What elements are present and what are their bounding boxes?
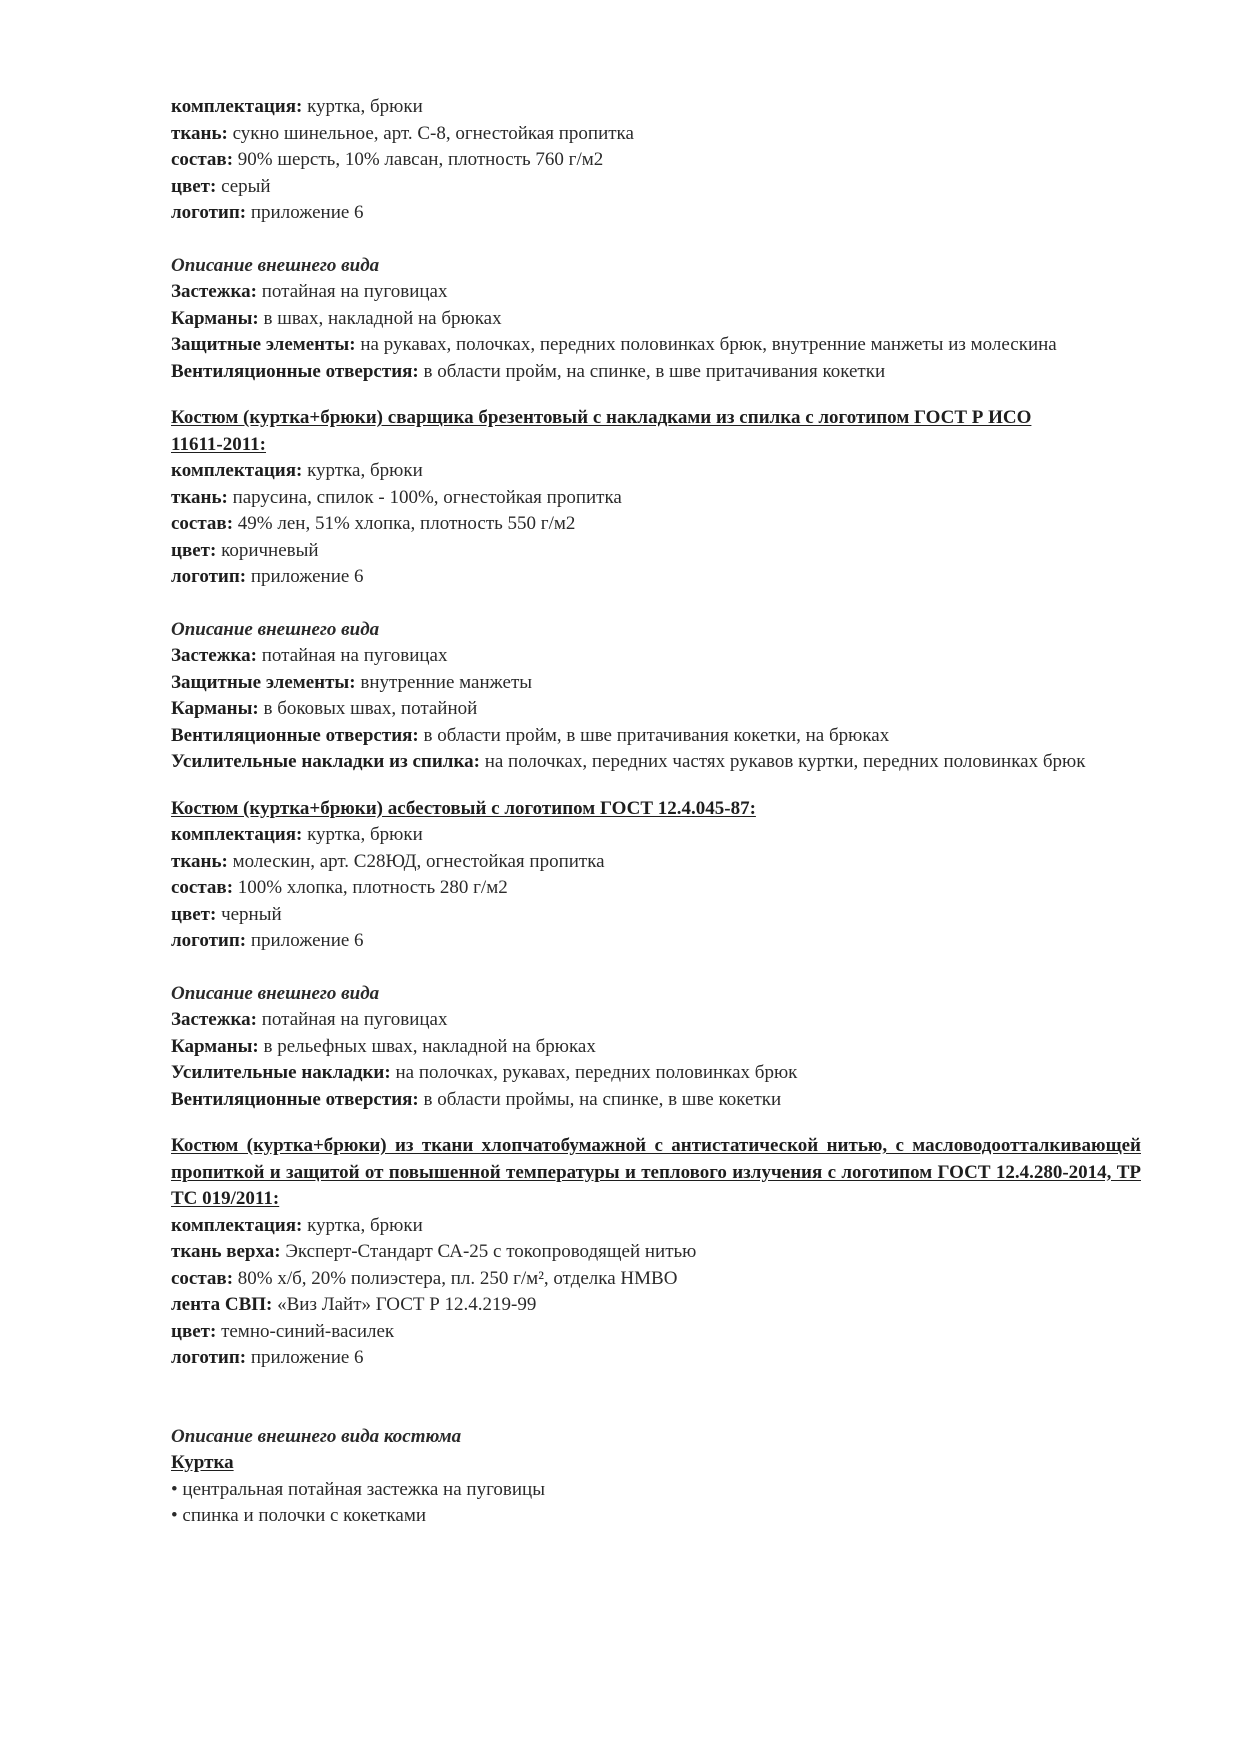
prop-line bbox=[171, 485, 1131, 512]
section-3 bbox=[171, 796, 1131, 1114]
prop-line bbox=[171, 902, 1131, 929]
prop-key: состав: bbox=[171, 149, 234, 170]
desc-value: внутренние манжеты bbox=[355, 671, 533, 693]
prop-value: куртка, брюки bbox=[302, 96, 423, 117]
prop-value: сукно шинельное, арт. С-8, огнестойкая пропитка bbox=[227, 122, 634, 144]
prop-line bbox=[171, 1239, 1131, 1266]
section-3-props bbox=[171, 822, 1131, 955]
desc-value: в области пройм, в шве притачивания кокетки, на брюках bbox=[418, 724, 890, 746]
prop-key: ткань: bbox=[171, 850, 228, 872]
prop-line bbox=[171, 1213, 1131, 1240]
prop-line bbox=[171, 1292, 1131, 1319]
prop-value: Эксперт-Стандарт СА-25 с токопроводящей нитью bbox=[280, 1241, 697, 1262]
prop-value: черный bbox=[216, 903, 282, 925]
desc-value: на рукавах, полочках, передних половинках брюк, внутренние манжеты из молескина bbox=[355, 334, 1057, 355]
prop-value: приложение 6 bbox=[246, 202, 364, 223]
prop-line bbox=[171, 849, 1131, 876]
description-title: Описание внешнего вида bbox=[171, 982, 380, 1004]
desc-line bbox=[171, 332, 1131, 359]
prop-value: 90% шерсть, 10% лавсан, плотность 760 г/м2 bbox=[233, 149, 604, 170]
prop-value: приложение 6 bbox=[246, 566, 364, 587]
prop-key: комплектация: bbox=[171, 824, 303, 845]
desc-line bbox=[171, 1087, 1131, 1114]
prop-line bbox=[171, 875, 1131, 902]
desc-key: Застежка: bbox=[171, 281, 257, 302]
desc-key: Вентиляционные отверстия: bbox=[171, 724, 419, 746]
desc-line bbox=[171, 306, 1131, 333]
prop-value: куртка, брюки bbox=[302, 460, 423, 481]
section-1-description bbox=[171, 279, 1131, 385]
section-1-props bbox=[171, 94, 1131, 227]
section-2-props bbox=[171, 458, 1131, 591]
prop-key: состав: bbox=[171, 877, 234, 898]
prop-line bbox=[171, 928, 1131, 955]
desc-key: Застежка: bbox=[171, 1009, 257, 1030]
desc-value: в области проймы, на спинке, в шве кокетки bbox=[418, 1088, 782, 1110]
section-3-description bbox=[171, 1007, 1131, 1113]
prop-key: цвет: bbox=[171, 539, 217, 561]
desc-line bbox=[171, 643, 1131, 670]
prop-key: состав: bbox=[171, 513, 234, 534]
prop-value: приложение 6 bbox=[246, 1347, 364, 1368]
prop-line bbox=[171, 147, 1131, 174]
desc-line bbox=[171, 696, 1131, 723]
prop-value: 49% лен, 51% хлопка, плотность 550 г/м2 bbox=[233, 513, 576, 534]
prop-value: серый bbox=[216, 175, 271, 197]
desc-value: потайная на пуговицах bbox=[257, 1009, 448, 1030]
prop-key: логотип: bbox=[171, 202, 247, 223]
prop-line bbox=[171, 174, 1131, 201]
desc-line bbox=[171, 1007, 1131, 1034]
desc-value: потайная на пуговицах bbox=[257, 645, 448, 666]
prop-key: комплектация: bbox=[171, 460, 303, 481]
prop-value: приложение 6 bbox=[246, 930, 364, 951]
prop-line bbox=[171, 538, 1131, 565]
prop-key: ткань: bbox=[171, 486, 228, 508]
section-title: Костюм (куртка+брюки) асбестовый с логотипом ГОСТ 12.4.045-87: bbox=[171, 797, 756, 819]
prop-value: темно-синий-василек bbox=[216, 1320, 395, 1342]
prop-key: комплектация: bbox=[171, 1214, 303, 1236]
desc-key: Карманы: bbox=[171, 1035, 259, 1057]
section-title: Костюм (куртка+брюки) сварщика брезентовый с накладками из спилка с логотипом ГОСТ Р ИСО 11611-2011: bbox=[171, 407, 1032, 455]
prop-value: парусина, спилок - 100%, огнестойкая пропитка bbox=[227, 486, 622, 508]
list-item: • центральная потайная застежка на пуговицы bbox=[171, 1477, 1131, 1504]
desc-line bbox=[171, 1060, 1131, 1087]
desc-key: Защитные элементы: bbox=[171, 671, 356, 693]
desc-line bbox=[171, 670, 1131, 697]
desc-key: Застежка: bbox=[171, 645, 257, 666]
desc-line bbox=[171, 723, 1131, 750]
prop-key: лента СВП: bbox=[171, 1294, 273, 1315]
desc-value: в области пройм, на спинке, в шве притачивания кокетки bbox=[418, 360, 886, 382]
prop-key: логотип: bbox=[171, 1347, 247, 1368]
desc-key: Карманы: bbox=[171, 698, 259, 719]
prop-value: 100% хлопка, плотность 280 г/м2 bbox=[233, 877, 508, 898]
prop-key: цвет: bbox=[171, 1320, 217, 1342]
prop-value: куртка, брюки bbox=[302, 1214, 423, 1236]
prop-key: комплектация: bbox=[171, 96, 303, 117]
jacket-subheading: Куртка bbox=[171, 1452, 234, 1473]
section-4 bbox=[171, 1133, 1141, 1530]
desc-line bbox=[171, 359, 1131, 386]
list-item: • спинка и полочки с кокетками bbox=[171, 1503, 1131, 1530]
desc-value: потайная на пуговицах bbox=[257, 281, 448, 302]
prop-line bbox=[171, 94, 1131, 121]
prop-key: ткань верха: bbox=[171, 1241, 281, 1262]
prop-value: коричневый bbox=[216, 539, 319, 561]
prop-line bbox=[171, 564, 1131, 591]
description-title: Описание внешнего вида костюма bbox=[171, 1425, 462, 1447]
desc-key: Вентиляционные отверстия: bbox=[171, 1088, 419, 1110]
section-2 bbox=[171, 405, 1131, 776]
desc-value: в швах, накладной на брюках bbox=[258, 307, 502, 329]
desc-value: в рельефных швах, накладной на брюках bbox=[258, 1035, 596, 1057]
prop-line bbox=[171, 1266, 1131, 1293]
prop-key: логотип: bbox=[171, 566, 247, 587]
description-title: Описание внешнего вида bbox=[171, 618, 380, 640]
document-page bbox=[171, 94, 1141, 1530]
prop-line bbox=[171, 458, 1131, 485]
section-1 bbox=[171, 94, 1131, 385]
section-4-props bbox=[171, 1213, 1131, 1372]
prop-value: куртка, брюки bbox=[302, 824, 423, 845]
desc-key: Вентиляционные отверстия: bbox=[171, 360, 419, 382]
desc-value: в боковых швах, потайной bbox=[258, 698, 478, 719]
prop-line bbox=[171, 1319, 1131, 1346]
desc-key: Защитные элементы: bbox=[171, 334, 356, 355]
desc-value: на полочках, передних частях рукавов куртки, передних половинках брюк bbox=[479, 751, 1086, 772]
prop-line bbox=[171, 200, 1131, 227]
desc-line bbox=[171, 279, 1131, 306]
prop-key: цвет: bbox=[171, 175, 217, 197]
prop-key: состав: bbox=[171, 1267, 234, 1289]
description-title: Описание внешнего вида bbox=[171, 254, 380, 276]
desc-key: Карманы: bbox=[171, 307, 259, 329]
prop-line bbox=[171, 121, 1131, 148]
prop-value: «Виз Лайт» ГОСТ Р 12.4.219-99 bbox=[272, 1294, 537, 1315]
prop-key: цвет: bbox=[171, 903, 217, 925]
prop-key: логотип: bbox=[171, 930, 247, 951]
prop-value: 80% х/б, 20% полиэстера, пл. 250 г/м², отделка НМВО bbox=[233, 1267, 678, 1289]
prop-value: молескин, арт. С28ЮД, огнестойкая пропитка bbox=[227, 850, 605, 872]
desc-value: на полочках, рукавах, передних половинках брюк bbox=[390, 1062, 798, 1083]
prop-line bbox=[171, 511, 1131, 538]
section-2-description bbox=[171, 643, 1131, 776]
prop-line bbox=[171, 1345, 1131, 1372]
desc-line bbox=[171, 1034, 1131, 1061]
desc-line bbox=[171, 749, 1131, 776]
prop-key: ткань: bbox=[171, 122, 228, 144]
desc-key: Усилительные накладки: bbox=[171, 1062, 391, 1083]
prop-line bbox=[171, 822, 1131, 849]
jacket-features-list bbox=[171, 1477, 1131, 1530]
section-title: Костюм (куртка+брюки) из ткани хлопчатобумажной с антистатической нитью, с масловодоотталкивающей пропиткой и защитой от повышенной температуры и теплового излучения с логотипом ГОСТ 12.4.280-2014, ТР ТС 019/2011: bbox=[171, 1135, 1141, 1209]
desc-key: Усилительные накладки из спилка: bbox=[171, 751, 480, 772]
